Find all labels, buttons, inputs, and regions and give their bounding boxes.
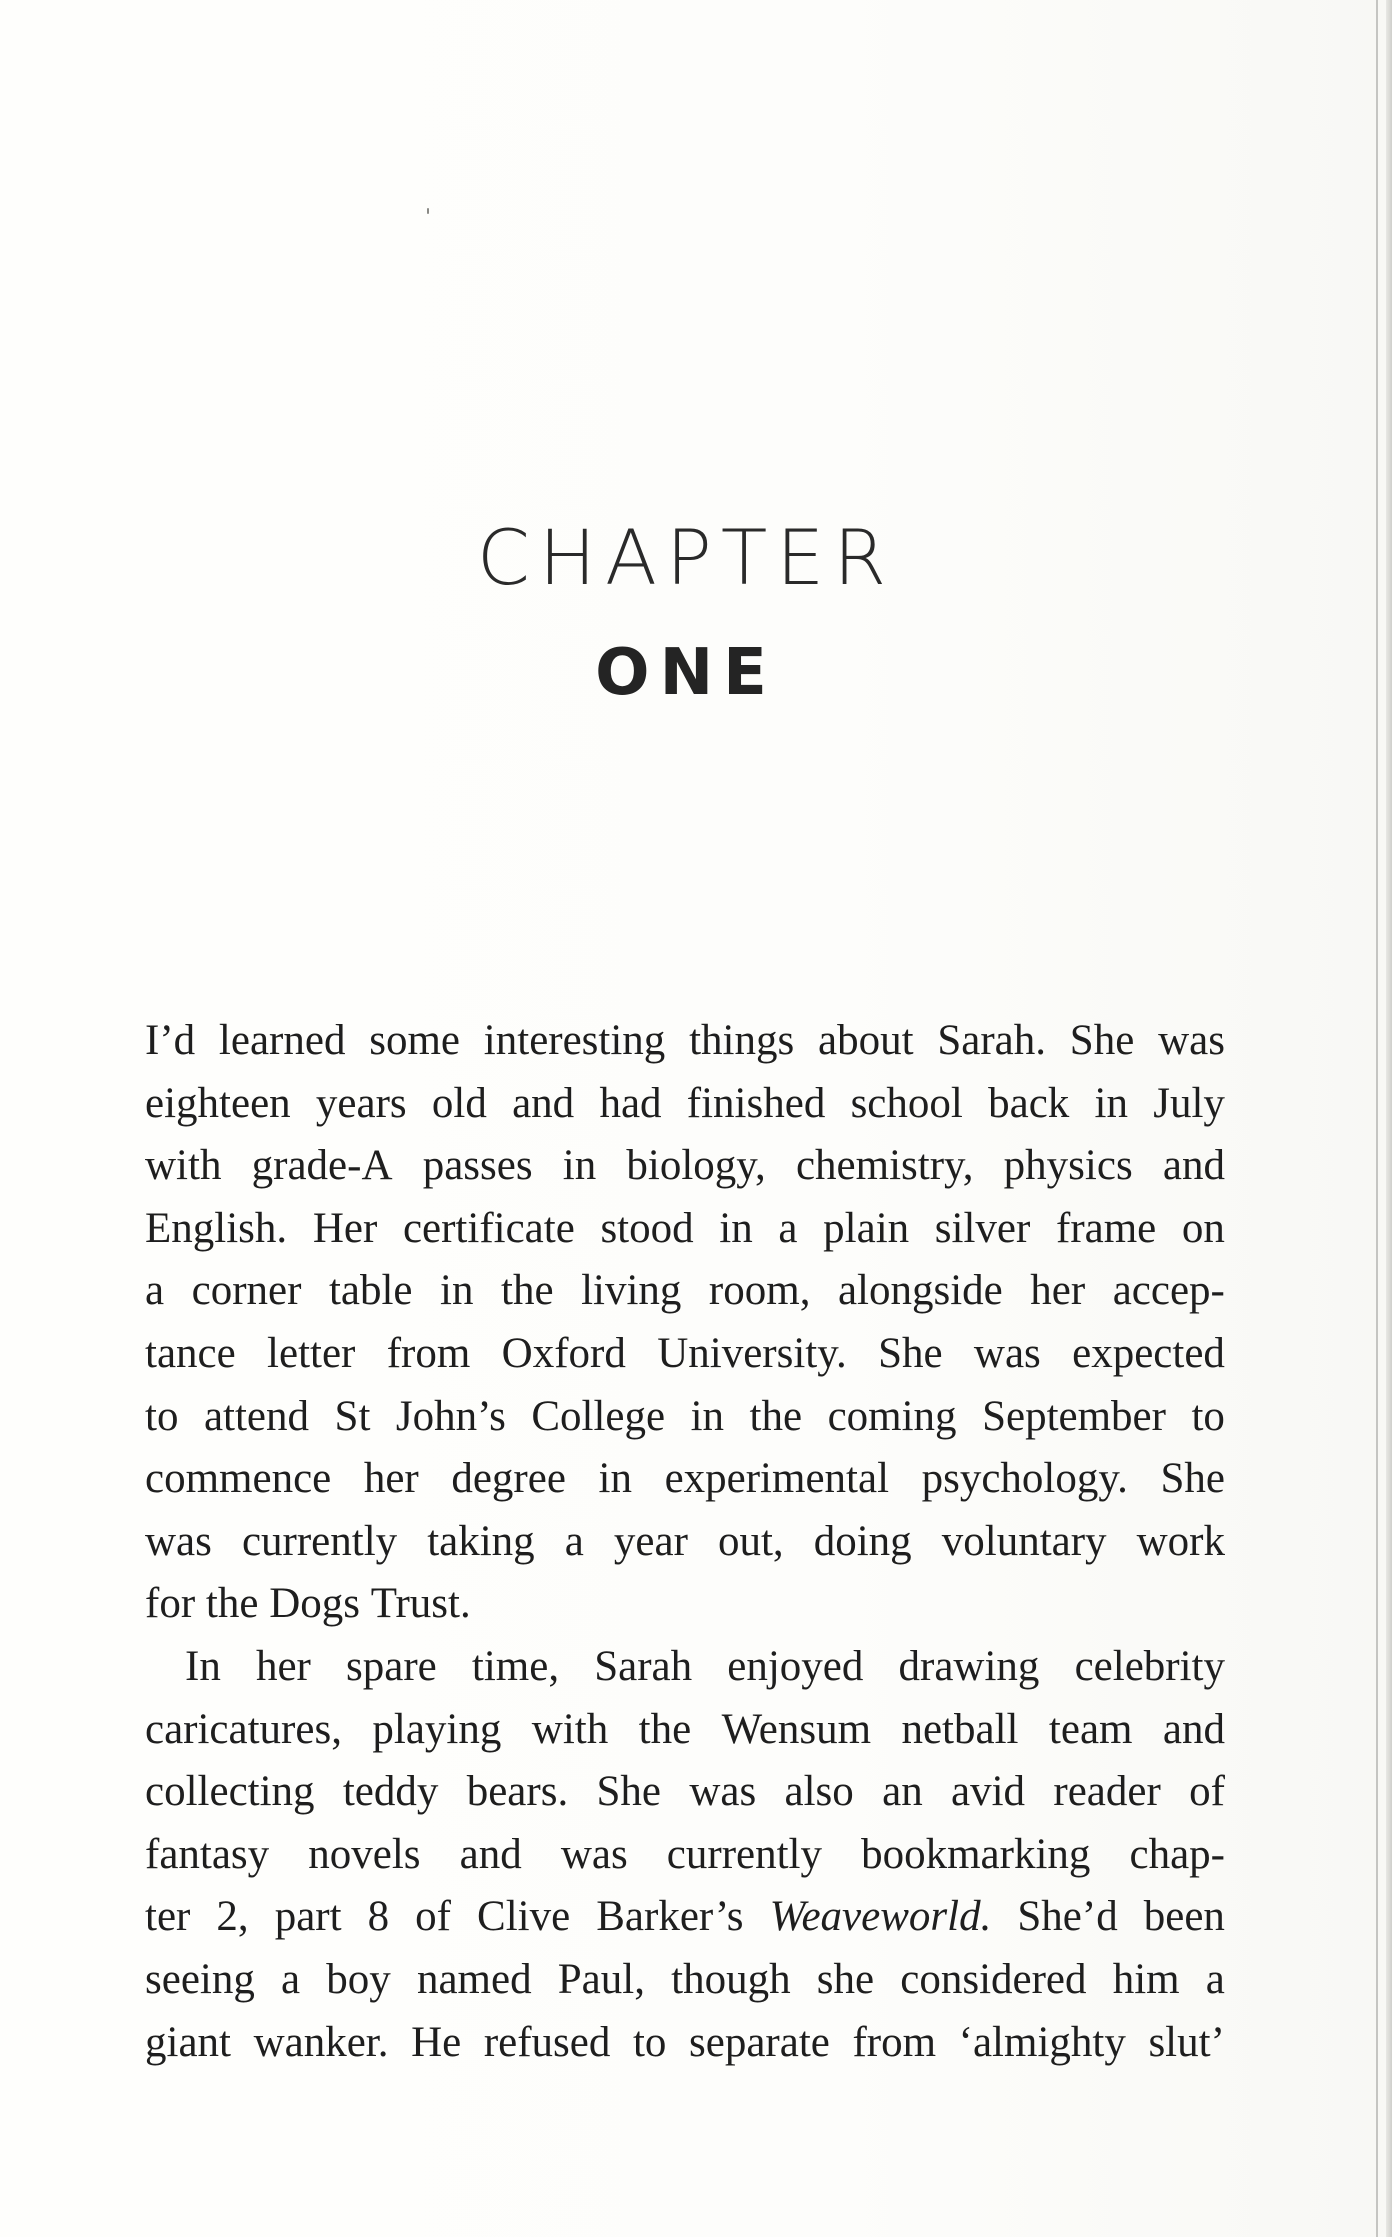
- word: She: [1069, 1017, 1135, 1064]
- word: stood: [600, 1204, 694, 1252]
- text-line: [145, 1824, 1225, 1887]
- word: about: [818, 1017, 914, 1064]
- word: grade-A: [251, 1142, 393, 1190]
- word: letter: [267, 1329, 356, 1377]
- word: taking: [427, 1517, 535, 1565]
- word: part: [274, 1893, 342, 1941]
- word: in: [598, 1455, 632, 1503]
- word: out,: [717, 1517, 784, 1565]
- word: netball: [901, 1705, 1019, 1753]
- word: celebrity: [1074, 1642, 1225, 1690]
- word: Her: [312, 1204, 378, 1252]
- text-line: [145, 1386, 1225, 1449]
- word: for: [145, 1580, 196, 1628]
- word: currently: [241, 1517, 398, 1565]
- word: Barker’s: [596, 1893, 744, 1941]
- word: in: [440, 1267, 474, 1315]
- word: passes: [422, 1142, 533, 1190]
- word: a: [281, 1955, 301, 2003]
- word: was: [973, 1329, 1041, 1377]
- word: room,: [708, 1267, 811, 1315]
- word: Sarah: [594, 1642, 693, 1690]
- word: degree: [451, 1455, 566, 1503]
- word: with: [145, 1142, 222, 1190]
- word: biology,: [626, 1142, 766, 1190]
- word: living: [581, 1267, 682, 1315]
- word: commence: [145, 1455, 332, 1503]
- chapter-label: CHAPTER: [476, 513, 896, 602]
- word: was: [1158, 1017, 1225, 1064]
- word: enjoyed: [727, 1642, 864, 1690]
- text-line: [145, 1761, 1225, 1824]
- word: chemistry,: [795, 1142, 974, 1190]
- word: an: [882, 1768, 923, 1816]
- word: boy: [326, 1955, 391, 2003]
- word: things: [689, 1017, 795, 1064]
- word: a: [1205, 1955, 1225, 2003]
- word: fantasy: [145, 1830, 270, 1878]
- word: accep-: [1112, 1267, 1225, 1315]
- word: bookmarking: [861, 1830, 1091, 1878]
- word: silver: [934, 1204, 1031, 1252]
- word: chap-: [1129, 1830, 1225, 1878]
- word: and: [1162, 1142, 1225, 1190]
- word: separate: [689, 2018, 830, 2066]
- word: a: [564, 1517, 584, 1565]
- text-line: [145, 1636, 1225, 1699]
- word: I’d: [145, 1017, 196, 1064]
- print-speck: [427, 208, 429, 214]
- body-text: [145, 1010, 1225, 2074]
- page-edge-shadow: [1376, 0, 1378, 2237]
- word: 8: [367, 1893, 390, 1941]
- text-line: [145, 1949, 1225, 2012]
- word: wanker.: [253, 2018, 389, 2066]
- text-line: [145, 2012, 1225, 2075]
- word: Dogs: [269, 1580, 360, 1628]
- word: finished: [686, 1079, 826, 1127]
- word: table: [328, 1267, 413, 1315]
- word: English.: [145, 1204, 288, 1252]
- word: certificate: [402, 1204, 575, 1252]
- word: Sarah.: [937, 1017, 1046, 1064]
- word: plain: [823, 1204, 910, 1252]
- text-line: [145, 1198, 1225, 1261]
- word: novels: [308, 1830, 421, 1878]
- word: playing: [372, 1705, 502, 1753]
- word: the: [501, 1267, 554, 1315]
- word: with: [531, 1705, 609, 1753]
- word: back: [988, 1079, 1070, 1127]
- word: the: [638, 1705, 692, 1753]
- word: her: [255, 1642, 311, 1690]
- text-line: [145, 1886, 1225, 1949]
- word: year: [613, 1517, 688, 1565]
- word: frame: [1056, 1204, 1157, 1252]
- word: drawing: [898, 1642, 1040, 1690]
- word: of: [415, 1893, 451, 1941]
- word: in: [690, 1392, 725, 1440]
- word: September: [982, 1392, 1166, 1440]
- word: was: [689, 1768, 757, 1816]
- word: in: [562, 1142, 597, 1190]
- word: coming: [827, 1392, 957, 1440]
- word: She’d: [1017, 1893, 1118, 1941]
- word: from: [852, 2018, 937, 2066]
- word: attend: [203, 1392, 310, 1440]
- word: Clive: [477, 1893, 571, 1941]
- word: had: [599, 1079, 662, 1127]
- word: a: [778, 1204, 798, 1252]
- word: ter: [145, 1893, 191, 1941]
- word: she: [816, 1955, 875, 2003]
- word: doing: [813, 1517, 912, 1565]
- word: experimental: [664, 1455, 890, 1503]
- word: to: [1191, 1392, 1225, 1440]
- text-line: [145, 1323, 1225, 1386]
- text-line: [145, 1010, 1225, 1073]
- word: alongside: [837, 1267, 1003, 1315]
- text-line: [145, 1260, 1225, 1323]
- word: on: [1181, 1204, 1225, 1252]
- word: Trust.: [370, 1580, 471, 1628]
- word: years: [315, 1079, 407, 1127]
- word: She: [878, 1329, 943, 1377]
- text-line: [145, 1135, 1225, 1198]
- word: physics: [1003, 1142, 1133, 1190]
- word: St: [334, 1392, 371, 1440]
- word: was: [560, 1830, 628, 1878]
- word: slut’: [1148, 2018, 1225, 2066]
- word: considered: [900, 1955, 1087, 2003]
- word: refused: [483, 2018, 611, 2066]
- word: voluntary: [941, 1517, 1107, 1565]
- word: time,: [471, 1642, 560, 1690]
- word: She: [596, 1768, 662, 1816]
- word: though: [671, 1955, 791, 2003]
- word: Wensum: [721, 1705, 872, 1753]
- word: work: [1136, 1517, 1225, 1565]
- word: from: [386, 1329, 471, 1377]
- word: 2,: [216, 1893, 249, 1941]
- word: collecting: [145, 1768, 315, 1816]
- word: July: [1153, 1079, 1225, 1127]
- word: some: [369, 1017, 461, 1064]
- word: She: [1160, 1455, 1225, 1503]
- word: a: [145, 1267, 165, 1315]
- word: been: [1143, 1893, 1225, 1941]
- word: tance: [145, 1329, 236, 1377]
- page-edge: [1386, 0, 1392, 2237]
- word: Weaveworld.: [769, 1893, 992, 1941]
- word: named: [416, 1955, 532, 2003]
- word: teddy: [342, 1768, 439, 1816]
- word: reader: [1053, 1768, 1161, 1816]
- word: to: [145, 1392, 179, 1440]
- word: the: [749, 1392, 803, 1440]
- word: old: [431, 1079, 487, 1127]
- word: eighteen: [145, 1079, 291, 1127]
- word: her: [363, 1455, 419, 1503]
- word: to: [632, 2018, 667, 2066]
- word: caricatures,: [145, 1705, 342, 1753]
- word: team: [1048, 1705, 1133, 1753]
- word: currently: [666, 1830, 822, 1878]
- text-line: [145, 1448, 1225, 1511]
- word: of: [1189, 1768, 1225, 1816]
- word: him: [1112, 1955, 1180, 2003]
- word: and: [1162, 1705, 1225, 1753]
- word: psychology.: [921, 1455, 1128, 1503]
- word: in: [1094, 1079, 1128, 1127]
- word: learned: [218, 1017, 346, 1064]
- word: school: [850, 1079, 963, 1127]
- word: bears.: [466, 1768, 569, 1816]
- word: spare: [346, 1642, 437, 1690]
- text-line: [145, 1511, 1225, 1574]
- word: interesting: [483, 1017, 666, 1064]
- word: the: [205, 1580, 259, 1628]
- word: avid: [951, 1768, 1026, 1816]
- chapter-number: ONE: [595, 636, 777, 710]
- word: Oxford: [501, 1329, 626, 1377]
- word: expected: [1072, 1329, 1225, 1377]
- word: was: [145, 1517, 212, 1565]
- word: ‘almighty: [958, 2018, 1126, 2066]
- word: He: [411, 2018, 462, 2066]
- text-line: [145, 1699, 1225, 1762]
- word: University.: [657, 1329, 847, 1377]
- word: In: [185, 1642, 221, 1690]
- word: and: [512, 1079, 575, 1127]
- text-line: [145, 1073, 1225, 1136]
- word: Paul,: [557, 1955, 645, 2003]
- word: College: [531, 1392, 666, 1440]
- word: giant: [145, 2018, 231, 2066]
- word: and: [459, 1830, 522, 1878]
- word: also: [784, 1768, 854, 1816]
- text-line: [145, 1573, 1225, 1636]
- word: corner: [191, 1267, 302, 1315]
- word: seeing: [145, 1955, 255, 2003]
- word: in: [719, 1204, 753, 1252]
- word: John’s: [395, 1392, 506, 1440]
- word: her: [1030, 1267, 1086, 1315]
